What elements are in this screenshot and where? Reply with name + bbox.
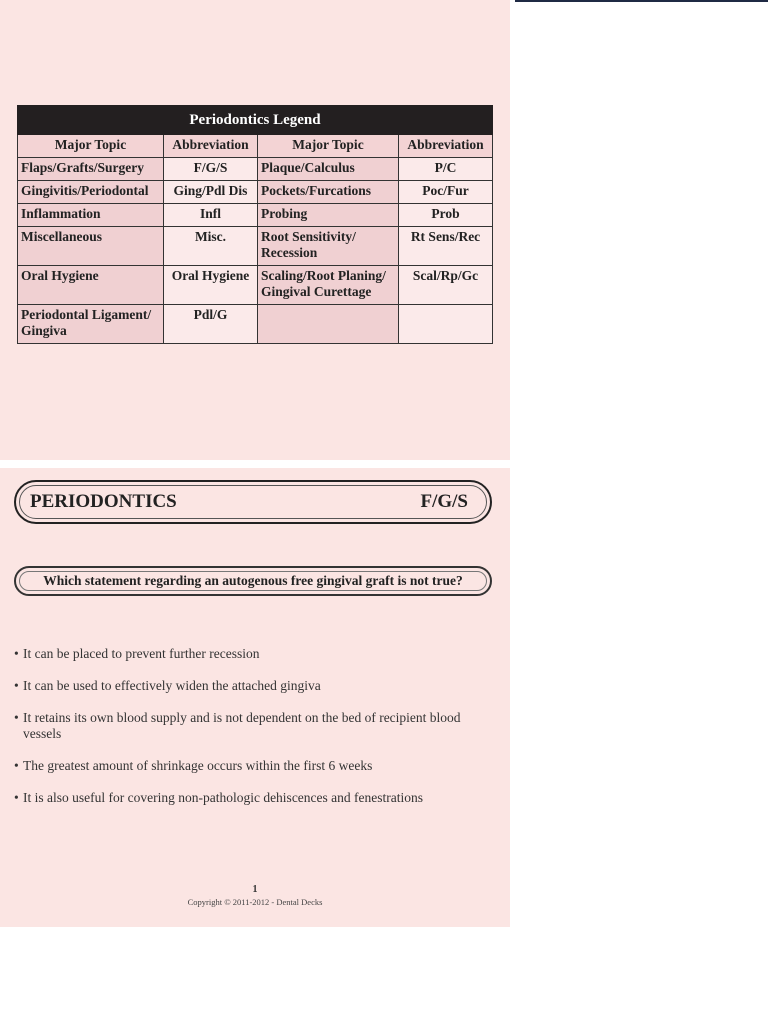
legend-abbr: F/G/S — [164, 158, 258, 181]
scan-edge-line — [515, 0, 768, 2]
list-item — [14, 758, 494, 774]
legend-title: Periodontics Legend — [18, 106, 493, 135]
bullet: • — [14, 758, 19, 773]
legend-abbr — [399, 305, 493, 344]
legend-abbr: Poc/Fur — [399, 181, 493, 204]
legend-topic — [258, 305, 399, 344]
legend-abbr: Infl — [164, 204, 258, 227]
legend-header-cell: Major Topic — [18, 135, 164, 158]
list-item — [14, 790, 494, 806]
copyright-notice: Copyright © 2011-2012 - Dental Decks — [187, 897, 323, 907]
legend-abbr: Misc. — [164, 227, 258, 266]
legend-topic: Oral Hygiene — [18, 266, 164, 305]
subject-title: PERIODONTICS — [30, 491, 177, 512]
legend-card — [0, 0, 510, 460]
legend-abbr: Ging/Pdl Dis — [164, 181, 258, 204]
legend-header-cell: Major Topic — [258, 135, 399, 158]
legend-abbr: P/C — [399, 158, 493, 181]
legend-topic: Flaps/Grafts/Surgery — [18, 158, 164, 181]
legend-header-row — [18, 135, 493, 158]
bullet: • — [14, 710, 19, 725]
list-item — [14, 646, 494, 662]
legend-topic: Scaling/Root Planing/ Gingival Curettage — [258, 266, 399, 305]
legend-topic: Pockets/Furcations — [258, 181, 399, 204]
question-text: Which statement regarding an autogenous free gingival graft is not true? — [43, 573, 463, 588]
list-item — [14, 678, 494, 694]
legend-topic: Gingivitis/Periodontal — [18, 181, 164, 204]
legend-topic: Miscellaneous — [18, 227, 164, 266]
legend-abbr: Prob — [399, 204, 493, 227]
page-number: 1 — [252, 884, 258, 895]
legend-header-cell: Abbreviation — [164, 135, 258, 158]
option-text: The greatest amount of shrinkage occurs within the first 6 weeks — [23, 758, 373, 773]
legend-topic: Plaque/Calculus — [258, 158, 399, 181]
subject-header — [14, 480, 492, 524]
option-text: It can be used to effectively widen the attached gingiva — [23, 678, 321, 693]
legend-row — [18, 181, 493, 204]
legend-abbr: Pdl/G — [164, 305, 258, 344]
bullet: • — [14, 678, 19, 693]
legend-row — [18, 158, 493, 181]
legend-row — [18, 266, 493, 305]
answer-options — [14, 646, 494, 822]
legend-topic: Inflammation — [18, 204, 164, 227]
bullet: • — [14, 790, 19, 805]
legend-topic: Root Sensitivity/ Recession — [258, 227, 399, 266]
legend-row — [18, 305, 493, 344]
legend-abbr: Scal/Rp/Gc — [399, 266, 493, 305]
list-item — [14, 710, 494, 742]
legend-table — [17, 105, 493, 344]
legend-topic: Periodontal Ligament/ Gingiva — [18, 305, 164, 344]
option-text: It is also useful for covering non-pathologic dehiscences and fenestrations — [23, 790, 424, 805]
option-text: It can be placed to prevent further recession — [23, 646, 260, 661]
legend-row — [18, 204, 493, 227]
legend-abbr: Oral Hygiene — [164, 266, 258, 305]
legend-header-cell: Abbreviation — [399, 135, 493, 158]
option-text: It retains its own blood supply and is not dependent on the bed of recipient blood vessels — [23, 710, 461, 741]
bullet: • — [14, 646, 19, 661]
topic-abbreviation: F/G/S — [420, 491, 468, 512]
legend-topic: Probing — [258, 204, 399, 227]
legend-abbr: Rt Sens/Rec — [399, 227, 493, 266]
legend-row — [18, 227, 493, 266]
question-box — [14, 566, 492, 596]
